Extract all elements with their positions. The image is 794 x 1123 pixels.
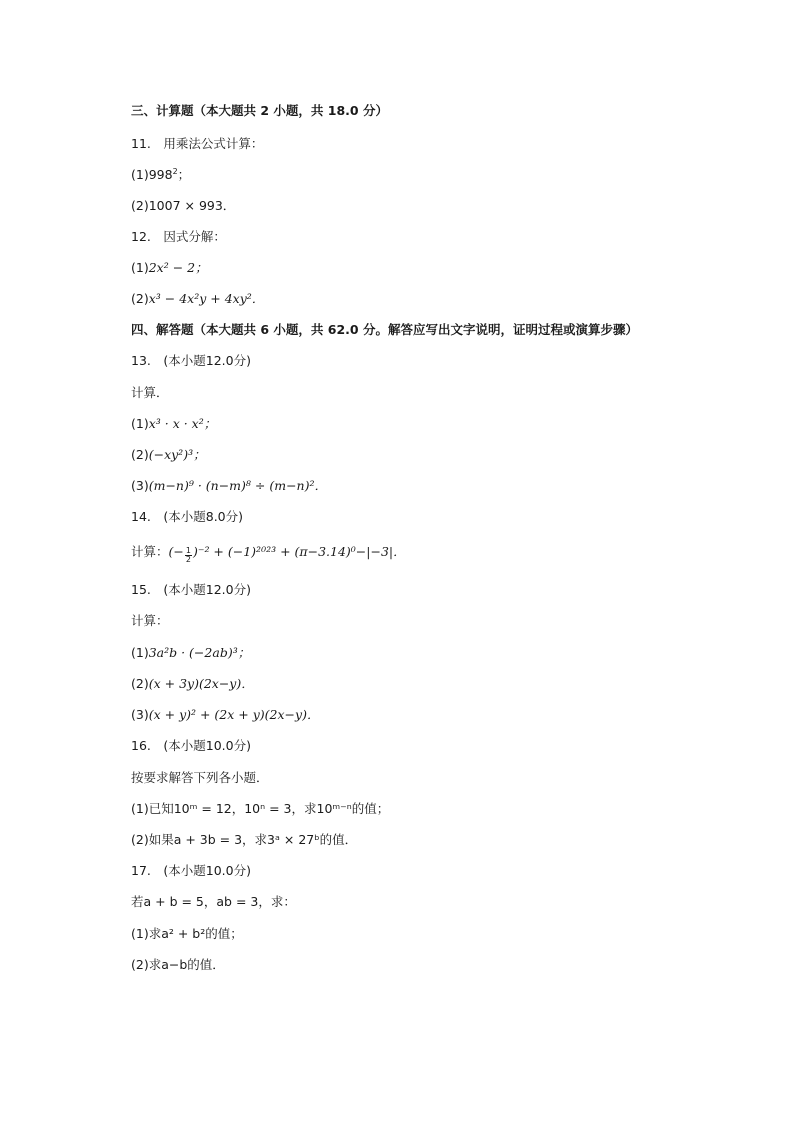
q13-intro: 计算．	[131, 385, 169, 400]
q16-part1: (1)已知10ᵐ = 12，10ⁿ = 3，求10ᵐ⁻ⁿ的值；	[131, 801, 390, 816]
q17-part2: (2)求a−b的值．	[131, 957, 225, 972]
q11-part2: (2)1007 × 993．	[131, 198, 236, 213]
q15-part2-expr: (x + 3y)(2x−y)．	[148, 676, 254, 691]
q15-part2	[131, 675, 254, 693]
q12-part1	[131, 259, 208, 277]
q11-header: 11. 用乘法公式计算：	[131, 136, 264, 151]
q13-part2	[131, 446, 206, 464]
q16-part2: (2)如果a + 3b = 3，求3ᵃ × 27ᵇ的值．	[131, 832, 358, 847]
q11-part1-end: ；	[177, 167, 191, 182]
q13-part3-expr: (m−n)⁹ · (n−m)⁸ ÷ (m−n)²．	[148, 478, 327, 493]
q13-part1	[131, 415, 216, 433]
q17-part1: (1)求a² + b²的值；	[131, 926, 243, 941]
q12-part2	[131, 290, 264, 308]
q13-part3	[131, 477, 327, 495]
q15-part3	[131, 706, 319, 724]
section-4-title: 四、解答题（本大题共 6 小题，共 62.0 分。解答应写出文字说明，证明过程或演算步骤）	[131, 322, 638, 337]
q14-fraction	[185, 547, 192, 564]
q13-part1-expr: x³ · x · x²；	[148, 416, 217, 431]
q12-part2-expr: x³ − 4x²y + 4xy²．	[148, 291, 265, 306]
q12-header: 12. 因式分解：	[131, 229, 226, 244]
q14-fraction-denominator: 2	[185, 555, 191, 564]
section-3-title: 三、计算题（本大题共 2 小题，共 18.0 分）	[131, 103, 388, 118]
q15-part3-label: (3)	[131, 707, 149, 722]
q15-part1-label: (1)	[131, 645, 149, 660]
q15-part1-expr: 3a²b · (−2ab)³；	[148, 645, 251, 660]
q17-intro: 若a + b = 5，ab = 3，求：	[131, 894, 296, 909]
q15-part2-label: (2)	[131, 676, 149, 691]
q12-part2-label: (2)	[131, 291, 149, 306]
q11-part1-base: (1)998	[131, 167, 173, 182]
q14-expr-pre: (−	[168, 544, 184, 559]
q14-expression	[131, 543, 406, 564]
q16-header: 16. (本小题10.0分)	[131, 738, 251, 753]
q15-part3-expr: (x + y)² + (2x + y)(2x−y)．	[148, 707, 320, 722]
q14-label: 计算：	[131, 544, 169, 559]
q13-part1-label: (1)	[131, 416, 149, 431]
q13-header: 13. (本小题12.0分)	[131, 353, 251, 368]
q13-part2-label: (2)	[131, 447, 149, 462]
q15-header: 15. (本小题12.0分)	[131, 582, 251, 597]
q11-part1	[131, 166, 190, 184]
q12-part1-label: (1)	[131, 260, 149, 275]
q11-part1-exponent: 2	[172, 167, 178, 176]
q14-expr-post: )⁻² + (−1)²⁰²³ + (π−3.14)⁰−|−3|．	[192, 544, 406, 559]
q13-part3-label: (3)	[131, 478, 149, 493]
q15-intro: 计算：	[131, 613, 169, 628]
q14-fraction-numerator: 1	[185, 546, 191, 555]
q14-header: 14. (本小题8.0分)	[131, 509, 244, 524]
q16-intro: 按要求解答下列各小题．	[131, 770, 269, 785]
q15-part1	[131, 644, 250, 662]
q13-part2-expr: (−xy²)³；	[148, 447, 206, 462]
q12-part1-expr: 2x² − 2；	[148, 260, 208, 275]
q17-header: 17. (本小题10.0分)	[131, 863, 251, 878]
